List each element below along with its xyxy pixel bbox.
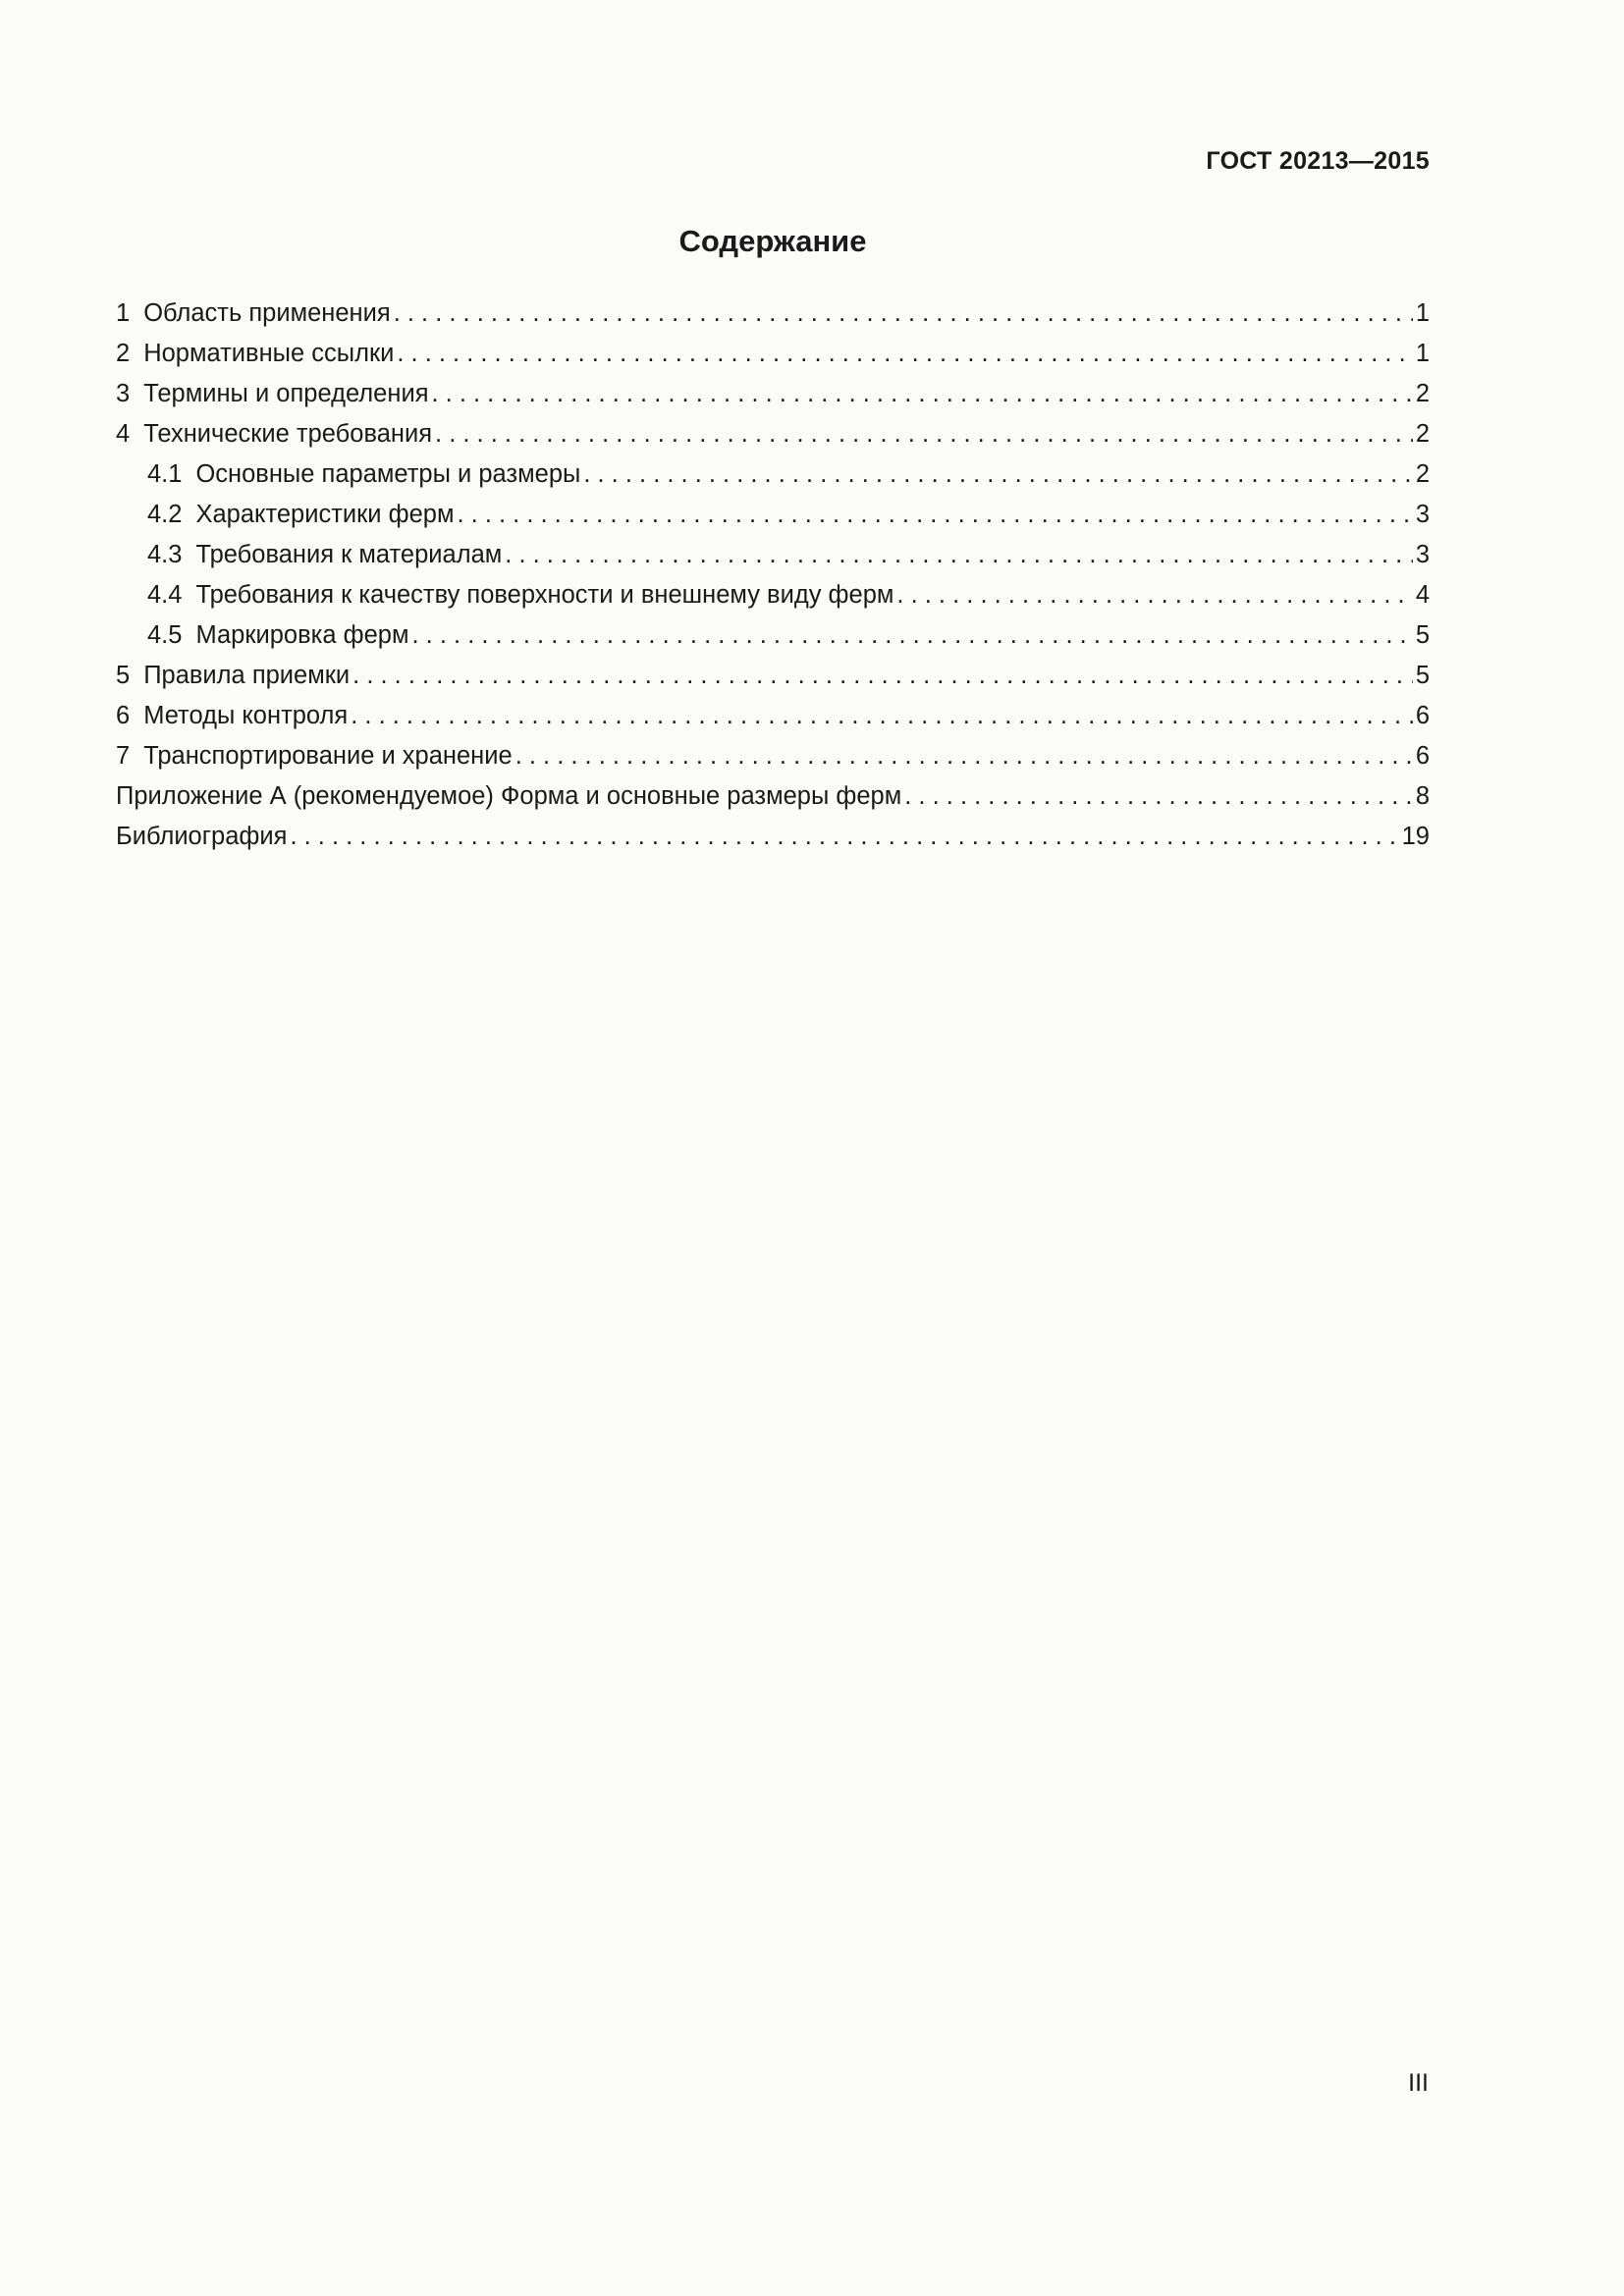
toc-entry-number: 5 bbox=[116, 662, 131, 689]
toc-entry-5[interactable] bbox=[116, 656, 1430, 696]
toc-entry-page: 2 bbox=[1415, 460, 1430, 488]
toc-entry-page: 6 bbox=[1415, 702, 1430, 729]
toc-entry-number: 4.4 bbox=[147, 581, 183, 609]
toc-entry-7[interactable] bbox=[116, 736, 1430, 776]
toc-entry-label: Нормативные ссылки bbox=[143, 340, 395, 367]
toc-entry-label: Термины и определения bbox=[143, 380, 429, 407]
toc-entry-label: Основные параметры и размеры bbox=[195, 460, 581, 488]
toc-entry-label: Область применения bbox=[143, 299, 391, 327]
toc-entry-label: Требования к материалам bbox=[195, 541, 503, 568]
toc-entry-bibliography[interactable] bbox=[116, 817, 1430, 857]
toc-leader-dots bbox=[351, 696, 1413, 736]
toc-entry-number: 4.3 bbox=[147, 541, 183, 568]
toc-entry-page: 1 bbox=[1415, 340, 1430, 367]
toc-entry-page: 8 bbox=[1415, 782, 1430, 810]
toc-entry-page: 3 bbox=[1415, 501, 1430, 528]
toc-entry-4-4[interactable] bbox=[116, 575, 1430, 615]
toc-entry-label: Приложение А (рекомендуемое) Форма и основные размеры ферм bbox=[116, 782, 902, 810]
toc-leader-dots bbox=[394, 294, 1413, 334]
toc-entry-page: 2 bbox=[1415, 380, 1430, 407]
toc-entry-number: 1 bbox=[116, 299, 131, 327]
toc-leader-dots bbox=[583, 454, 1412, 495]
page-number: III bbox=[1408, 2069, 1429, 2097]
toc-entry-page: 2 bbox=[1415, 420, 1430, 448]
toc-leader-dots bbox=[412, 615, 1413, 656]
toc-entry-4-3[interactable] bbox=[116, 535, 1430, 575]
toc-entry-label: Технические требования bbox=[143, 420, 433, 448]
toc-entry-number: 4.5 bbox=[147, 621, 183, 649]
toc-entry-page: 3 bbox=[1415, 541, 1430, 568]
toc-entry-label: Требования к качеству поверхности и внешнему виду ферм bbox=[195, 581, 894, 609]
toc-leader-dots bbox=[904, 776, 1413, 817]
toc-entry-page: 1 bbox=[1415, 299, 1430, 327]
toc-entry-number: 4.2 bbox=[147, 501, 183, 528]
toc-entry-label: Маркировка ферм bbox=[195, 621, 409, 649]
toc-leader-dots bbox=[505, 535, 1413, 575]
toc-entry-page: 5 bbox=[1415, 662, 1430, 689]
document-code: ГОСТ 20213—2015 bbox=[1206, 147, 1430, 175]
toc-leader-dots bbox=[435, 414, 1413, 454]
toc-entry-4-2[interactable] bbox=[116, 495, 1430, 535]
toc-entry-3[interactable] bbox=[116, 374, 1430, 414]
toc-entry-label: Правила приемки bbox=[143, 662, 351, 689]
toc-leader-dots bbox=[432, 374, 1413, 414]
toc-entry-label: Методы контроля bbox=[143, 702, 349, 729]
toc-entry-2[interactable] bbox=[116, 334, 1430, 374]
toc-entry-page: 6 bbox=[1415, 742, 1430, 770]
toc-title: Содержание bbox=[678, 224, 867, 258]
toc-entry-number: 6 bbox=[116, 702, 131, 729]
toc-entry-number: 4.1 bbox=[147, 460, 183, 488]
table-of-contents bbox=[116, 294, 1430, 857]
toc-leader-dots bbox=[290, 817, 1398, 857]
toc-entry-page: 4 bbox=[1415, 581, 1430, 609]
toc-entry-4-1[interactable] bbox=[116, 454, 1430, 495]
toc-entry-appendix-a[interactable] bbox=[116, 776, 1430, 817]
toc-entry-1[interactable] bbox=[116, 294, 1430, 334]
toc-entry-6[interactable] bbox=[116, 696, 1430, 736]
toc-entry-label: Библиография bbox=[116, 823, 288, 850]
toc-entry-number: 7 bbox=[116, 742, 131, 770]
toc-entry-number: 2 bbox=[116, 340, 131, 367]
toc-entry-number: 3 bbox=[116, 380, 131, 407]
toc-leader-dots bbox=[457, 495, 1412, 535]
toc-entry-number: 4 bbox=[116, 420, 131, 448]
toc-entry-label: Транспортирование и хранение bbox=[143, 742, 513, 770]
toc-leader-dots bbox=[896, 575, 1412, 615]
toc-leader-dots bbox=[397, 334, 1412, 374]
toc-leader-dots bbox=[352, 656, 1413, 696]
toc-entry-label: Характеристики ферм bbox=[195, 501, 455, 528]
toc-entry-page: 19 bbox=[1401, 823, 1430, 850]
toc-entry-4-5[interactable] bbox=[116, 615, 1430, 656]
toc-entry-4[interactable] bbox=[116, 414, 1430, 454]
toc-leader-dots bbox=[515, 736, 1413, 776]
toc-entry-page: 5 bbox=[1415, 621, 1430, 649]
